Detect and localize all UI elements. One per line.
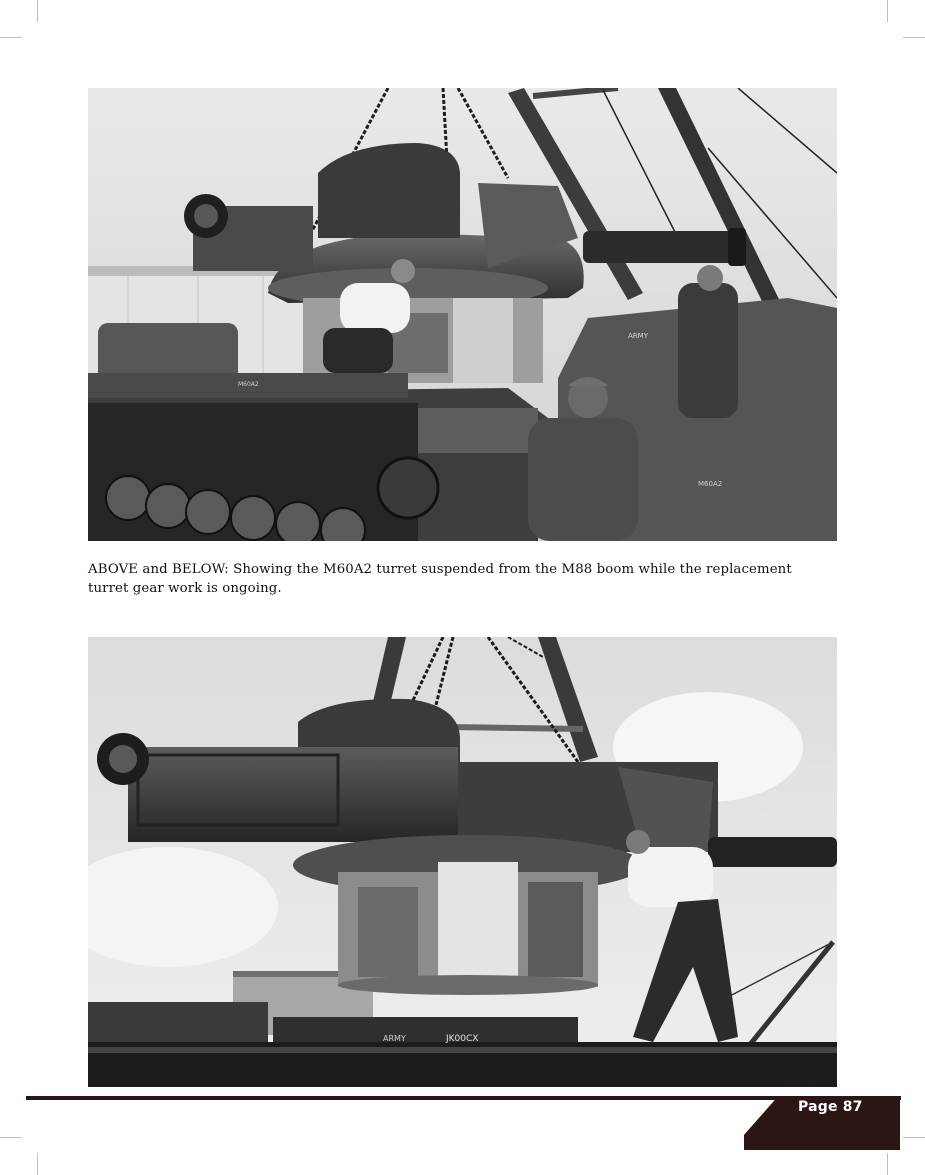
crop-mark — [903, 1137, 925, 1138]
crop-mark — [37, 0, 38, 22]
registration-marking: JK00CX — [446, 1034, 479, 1044]
rear-tank-marking: M60A2 — [698, 480, 723, 488]
crop-mark — [0, 37, 22, 38]
footer-rule — [26, 1096, 901, 1100]
hull-plate-marking: ARMY — [383, 1034, 406, 1043]
sponson-marking: ARMY — [628, 332, 648, 340]
crop-mark — [887, 0, 888, 22]
photo-bottom-scene — [88, 637, 837, 1087]
page-number: Page 87 — [798, 1099, 863, 1115]
photo-bottom — [88, 637, 837, 1087]
crop-mark — [37, 1153, 38, 1175]
fender-marking: M60A2 — [238, 381, 259, 388]
photo-caption: ABOVE and BELOW: Showing the M60A2 turret suspended from the M88 boom while the replacement turret gear work is ongoing. — [88, 562, 792, 596]
photo-top-scene — [88, 88, 837, 541]
photo-top — [88, 88, 837, 541]
crop-mark — [903, 37, 925, 38]
crop-mark — [0, 1137, 22, 1138]
crop-mark — [887, 1153, 888, 1175]
